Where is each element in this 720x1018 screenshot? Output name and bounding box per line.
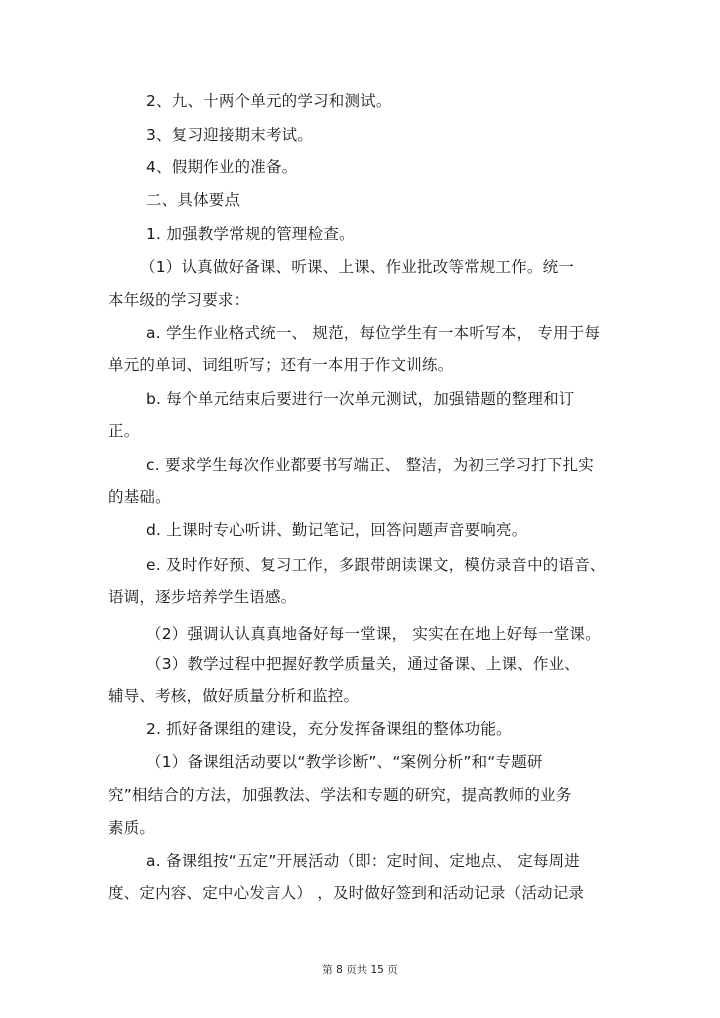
- text-line: 度、定内容、定中心发言人） ，及时做好签到和活动记录（活动记录: [108, 884, 585, 902]
- text-line: 的基础。: [108, 488, 171, 506]
- text-line: 3、复习迎接期末考试。: [146, 126, 314, 144]
- text-line: c. 要求学生每次作业都要书写端正、 整洁，为初三学习打下扎实: [146, 456, 595, 474]
- text-line: 究”相结合的方法，加强教法、学法和专题的研究，提高教师的业务: [108, 786, 572, 804]
- text-line: （2）强调认认真真地备好每一堂课， 实实在在地上好每一堂课。: [146, 625, 601, 643]
- text-line: 2. 抓好备课组的建设，充分发挥备课组的整体功能。: [146, 720, 512, 738]
- page-number-footer: 第 8 页共 15 页: [322, 964, 398, 976]
- text-line: 本年级的学习要求：: [108, 291, 250, 309]
- text-line: 2、九、十两个单元的学习和测试。: [146, 92, 392, 110]
- text-line: e. 及时作好预、复习工作，多跟带朗读课文，模仿录音中的语音、: [146, 556, 606, 574]
- text-line: 语调，逐步培养学生语感。: [108, 588, 297, 606]
- text-line: （1）备课组活动要以“教学诊断”、“案例分析”和“专题研: [146, 753, 543, 771]
- text-line: （1）认真做好备课、听课、上课、作业批改等常规工作。统一: [140, 258, 574, 276]
- text-line: 辅导、考核，做好质量分析和监控。: [108, 687, 360, 705]
- text-line: 1. 加强教学常规的管理检查。: [146, 225, 355, 243]
- text-line: d. 上课时专心听讲、勤记笔记，回答问题声音要响亮。: [146, 521, 528, 539]
- text-line: 素质。: [108, 819, 156, 837]
- text-line: b. 每个单元结束后要进行一次单元测试，加强错题的整理和订: [146, 390, 575, 408]
- section-heading: 二、具体要点: [146, 191, 241, 209]
- text-line: 正。: [108, 422, 140, 440]
- text-line: 4、假期作业的准备。: [146, 158, 298, 176]
- text-line: a. 学生作业格式统一、 规范，每位学生有一本听写本， 专用于每: [146, 324, 601, 342]
- text-line: 单元的单词、词组听写；还有一本用于作文训练。: [108, 356, 454, 374]
- text-line: a. 备课组按“五定”开展活动（即：定时间、定地点、 定每周进: [146, 852, 581, 870]
- text-line: （3）教学过程中把握好教学质量关，通过备课、上课、作业、: [146, 655, 580, 673]
